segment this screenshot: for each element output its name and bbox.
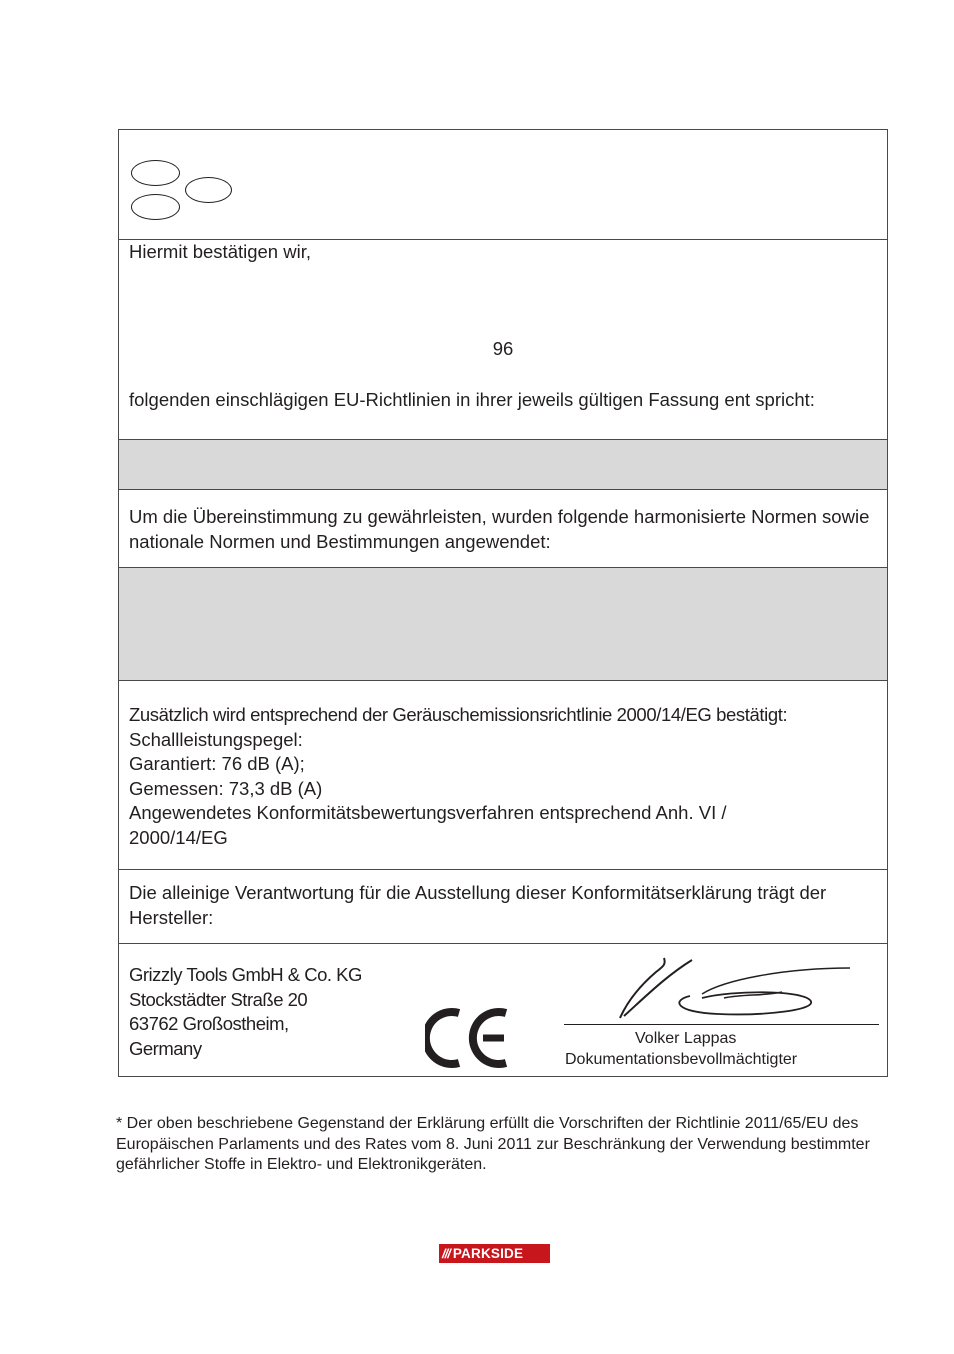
manufacturer-country: Germany	[129, 1037, 202, 1059]
signatory-title: Dokumentationsbevollmächtigter	[565, 1051, 798, 1068]
manufacturer-street: Stockstädter Straße 20	[129, 988, 308, 1010]
intro-text: Hiermit bestätigen wir,	[129, 241, 311, 262]
declaration-table	[118, 129, 888, 1077]
noise-line: Schallleistungspegel:	[129, 728, 303, 750]
intro-row	[119, 239, 887, 439]
signature-line	[564, 1024, 879, 1025]
footnote-text: * Der oben beschriebene Gegenstand der Erklärung erfüllt die Vorschriften der Richtlinie 2011/65/EU des Europäischen Parlaments und des Rates vom 8. Juni 2011 zur Beschränkung der Verwendung bestimmter gefährlicher Stoffe in Elektro- und Elektronikgeräten.	[116, 1115, 870, 1173]
signatory-block	[565, 1028, 883, 1070]
ce-mark-icon	[425, 1005, 513, 1071]
responsibility-text: Die alleinige Verantwortung für die Ausstellung dieser Konformitätserklärung trägt der Hersteller:	[129, 882, 827, 928]
manufacturer-city: 63762 Großostheim,	[129, 1013, 289, 1034]
signature-icon	[614, 954, 854, 1022]
page-number-center: 96	[492, 338, 514, 359]
manufacturer-row	[119, 943, 887, 1076]
noise-text	[129, 703, 873, 850]
standards-grey-box	[119, 567, 887, 680]
language-oval-icon	[185, 177, 232, 203]
standards-intro-text: Um die Übereinstimmung zu gewährleisten, wurden folgende harmonisierte Normen sowie nationale Normen und Bestimmungen angewendet:	[129, 506, 870, 552]
language-header-row	[119, 130, 887, 239]
language-oval-icon	[131, 160, 180, 186]
signatory-name: Volker Lappas	[635, 1030, 737, 1047]
logo-stripes-icon: ///	[442, 1246, 450, 1261]
responsibility-row	[119, 869, 887, 943]
directives-intro-text: folgenden einschlägigen EU-Richtlinien in ihrer jeweils gültigen Fassung ent spricht:	[129, 389, 815, 410]
language-oval-icon	[131, 194, 180, 220]
noise-line: Angewendetes Konformitätsbewertungsverfahren entsprechend Anh. VI / 2000/14/EG	[129, 802, 727, 848]
manufacturer-address	[129, 963, 362, 1061]
standards-row	[119, 489, 887, 567]
parkside-logo	[439, 1244, 550, 1263]
noise-line: Garantiert: 76 dB (A);	[129, 753, 305, 774]
noise-line: Zusätzlich wird entsprechend der Geräuschemissionsrichtlinie 2000/14/EG bestätigt:	[129, 704, 788, 725]
logo-text: PARKSIDE	[452, 1246, 524, 1261]
noise-row	[119, 680, 887, 869]
directives-grey-box	[119, 439, 887, 489]
manufacturer-name: Grizzly Tools GmbH & Co. KG	[129, 964, 362, 985]
noise-line: Gemessen: 73,3 dB (A)	[129, 777, 323, 799]
